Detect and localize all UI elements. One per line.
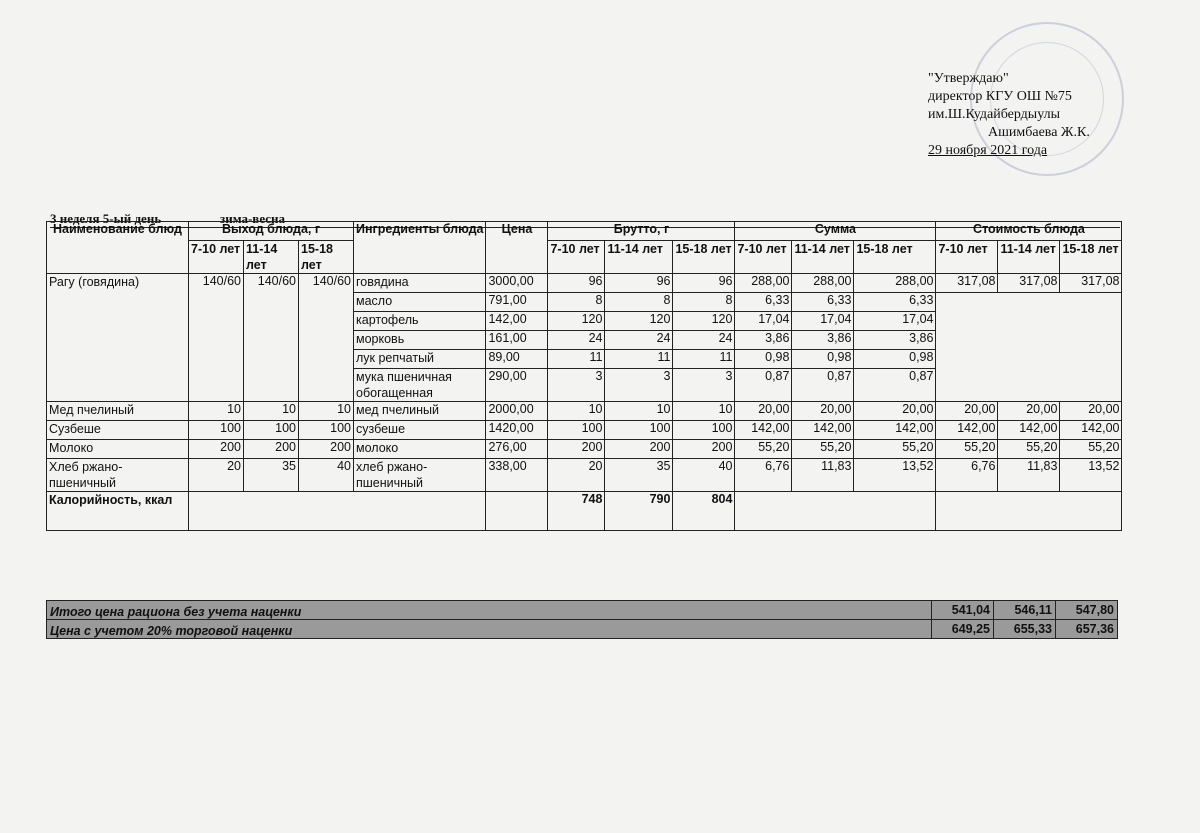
dish-name: Сузбеше [47,421,189,440]
ingredient-sum: 55,20 [792,440,854,459]
ingredient-gross: 100 [548,421,605,440]
ingredient-name: говядина [354,274,486,293]
dish-cost: 317,08 [1060,274,1122,293]
ingredient-sum: 17,04 [735,312,792,331]
ingredient-sum: 288,00 [792,274,854,293]
ingredient-name: масло [354,293,486,312]
dish-name: Мед пчелиный [47,402,189,421]
totals-table [46,600,1118,639]
ingredient-price: 3000,00 [486,274,548,293]
ingredient-gross: 24 [605,331,673,350]
totals-value: 546,11 [994,601,1056,620]
ingredient-sum: 0,87 [792,369,854,402]
ingredient-sum: 3,86 [792,331,854,350]
table-row [47,440,1122,459]
totals-label: Итого цена рациона без учета наценки [47,601,932,620]
dish-output: 100 [244,421,299,440]
header-sum: Сумма [735,222,936,241]
ingredient-sum: 288,00 [735,274,792,293]
dish-cost: 20,00 [1060,402,1122,421]
dish-cost: 20,00 [936,402,998,421]
empty-cell [735,492,936,531]
ingredient-sum: 17,04 [854,312,936,331]
totals-value: 655,33 [994,620,1056,639]
ingredient-sum: 20,00 [735,402,792,421]
ingredient-gross: 200 [673,440,735,459]
ingredient-gross: 200 [548,440,605,459]
header-age-group: 11-14 лет [998,241,1060,274]
dish-output: 140/60 [299,274,354,402]
header-ingredients: Ингредиенты блюда [354,222,486,274]
dish-cost: 142,00 [998,421,1060,440]
ingredient-sum: 17,04 [792,312,854,331]
approval-date: 29 ноября 2021 года [928,143,1048,158]
ingredient-name: картофель [354,312,486,331]
ingredient-gross: 100 [673,421,735,440]
table-row [47,402,1122,421]
ingredient-gross: 3 [548,369,605,402]
header-age-group: 11-14 лет [605,241,673,274]
calories-row [47,492,1122,531]
ingredient-sum: 13,52 [854,459,936,492]
table-row [47,421,1122,440]
ingredient-gross: 35 [605,459,673,492]
dish-output: 140/60 [244,274,299,402]
approval-school-name: им.Ш.Кудайбердыулы [928,107,1060,122]
ingredient-gross: 96 [548,274,605,293]
dish-output: 10 [189,402,244,421]
ingredient-gross: 8 [548,293,605,312]
ingredient-name: сузбеше [354,421,486,440]
header-age-group: 15-18 лет [299,241,354,274]
dish-cost: 55,20 [936,440,998,459]
approval-block [928,70,1090,160]
header-age-group: 15-18 лет [1060,241,1122,274]
header-age-group: 7-10 лет [189,241,244,274]
ingredient-gross: 20 [548,459,605,492]
approval-title: "Утверждаю" [928,71,1009,86]
ingredient-gross: 120 [673,312,735,331]
ingredient-gross: 96 [605,274,673,293]
dish-output: 100 [299,421,354,440]
header-gross: Брутто, г [548,222,735,241]
ingredient-sum: 142,00 [735,421,792,440]
dish-output: 10 [244,402,299,421]
season-label: зима-весна [220,211,286,226]
dish-cost: 13,52 [1060,459,1122,492]
ingredient-sum: 20,00 [792,402,854,421]
ingredient-name: мед пчелиный [354,402,486,421]
ingredient-gross: 10 [673,402,735,421]
header-price: Цена [486,222,548,274]
header-age-group: 7-10 лет [936,241,998,274]
totals-row [47,601,1118,620]
ingredient-sum: 55,20 [854,440,936,459]
ingredient-price: 161,00 [486,331,548,350]
totals-value: 541,04 [932,601,994,620]
ingredient-price: 276,00 [486,440,548,459]
header-row [47,222,1122,241]
header-age-group: 7-10 лет [548,241,605,274]
ingredient-name: морковь [354,331,486,350]
empty-cell [936,492,1122,531]
ingredient-gross: 11 [605,350,673,369]
header-dish-cost: Стоимость блюда [936,222,1122,241]
ingredient-price: 791,00 [486,293,548,312]
totals-value: 657,36 [1056,620,1118,639]
ingredient-sum: 0,98 [735,350,792,369]
ingredient-gross: 120 [605,312,673,331]
ingredient-price: 1420,00 [486,421,548,440]
empty-cost-cell [936,293,1122,402]
dish-output: 10 [299,402,354,421]
week-day-label: 3 неделя 5-ый день [50,211,162,226]
ingredient-gross: 96 [673,274,735,293]
ingredient-sum: 6,33 [792,293,854,312]
header-age-group: 11-14 лет [792,241,854,274]
dish-cost: 317,08 [936,274,998,293]
header-age-row [47,241,1122,274]
dish-cost: 142,00 [936,421,998,440]
ingredient-sum: 142,00 [792,421,854,440]
dish-output: 200 [244,440,299,459]
dish-output: 200 [189,440,244,459]
ingredient-sum: 6,33 [854,293,936,312]
ingredient-gross: 24 [673,331,735,350]
ingredient-price: 2000,00 [486,402,548,421]
dish-output: 35 [244,459,299,492]
dish-cost: 55,20 [1060,440,1122,459]
ingredient-gross: 3 [605,369,673,402]
ingredient-sum: 142,00 [854,421,936,440]
totals-row [47,620,1118,639]
ingredient-price: 89,00 [486,350,548,369]
dish-output: 100 [189,421,244,440]
ingredient-name: мука пшеничная обогащенная [354,369,486,402]
dish-output: 20 [189,459,244,492]
dish-cost: 20,00 [998,402,1060,421]
ingredient-sum: 11,83 [792,459,854,492]
header-age-group: 15-18 лет [854,241,936,274]
ingredient-gross: 8 [673,293,735,312]
ingredient-name: молоко [354,440,486,459]
ingredient-sum: 3,86 [735,331,792,350]
approval-signature-name: Ашимбаева Ж.К. [988,125,1090,140]
header-output: Выход блюда, г [189,222,354,241]
header-age-group: 7-10 лет [735,241,792,274]
totals-label: Цена с учетом 20% торговой наценки [47,620,932,639]
ingredient-name: лук репчатый [354,350,486,369]
ingredient-gross: 200 [605,440,673,459]
dish-name: Хлеб ржано-пшеничный [47,459,189,492]
ingredient-gross: 40 [673,459,735,492]
ingredient-price: 290,00 [486,369,548,402]
ingredient-sum: 0,87 [854,369,936,402]
dish-output: 140/60 [189,274,244,402]
dish-cost: 142,00 [1060,421,1122,440]
empty-cell [486,492,548,531]
ingredient-gross: 100 [605,421,673,440]
calories-value: 804 [673,492,735,531]
totals-value: 547,80 [1056,601,1118,620]
table-row [47,274,1122,293]
ingredient-gross: 120 [548,312,605,331]
dish-cost: 11,83 [998,459,1060,492]
header-dish-name: Наименование блюд [47,222,189,274]
ingredient-gross: 24 [548,331,605,350]
table-row [47,459,1122,492]
ingredient-name: хлеб ржано-пшеничный [354,459,486,492]
ingredient-gross: 10 [548,402,605,421]
dish-output: 40 [299,459,354,492]
approval-position: директор КГУ ОШ №75 [928,89,1072,104]
totals-value: 649,25 [932,620,994,639]
calories-value: 748 [548,492,605,531]
dish-name: Молоко [47,440,189,459]
dish-name: Рагу (говядина) [47,274,189,402]
ingredient-sum: 288,00 [854,274,936,293]
ingredient-sum: 0,98 [854,350,936,369]
header-age-group: 11-14 лет [244,241,299,274]
calories-value: 790 [605,492,673,531]
empty-cell [189,492,486,531]
ingredient-sum: 55,20 [735,440,792,459]
ingredient-price: 338,00 [486,459,548,492]
ingredient-sum: 6,33 [735,293,792,312]
ingredient-sum: 0,98 [792,350,854,369]
ingredient-gross: 10 [605,402,673,421]
ingredient-sum: 0,87 [735,369,792,402]
ingredient-sum: 3,86 [854,331,936,350]
ingredient-sum: 6,76 [735,459,792,492]
header-age-group: 15-18 лет [673,241,735,274]
ingredient-gross: 11 [548,350,605,369]
ingredient-gross: 8 [605,293,673,312]
ingredient-price: 142,00 [486,312,548,331]
ingredient-gross: 3 [673,369,735,402]
calories-label: Калорийность, ккал [47,492,189,531]
dish-cost: 317,08 [998,274,1060,293]
menu-table [46,221,1122,531]
dish-output: 200 [299,440,354,459]
dish-cost: 6,76 [936,459,998,492]
ingredient-sum: 20,00 [854,402,936,421]
dish-cost: 55,20 [998,440,1060,459]
ingredient-gross: 11 [673,350,735,369]
